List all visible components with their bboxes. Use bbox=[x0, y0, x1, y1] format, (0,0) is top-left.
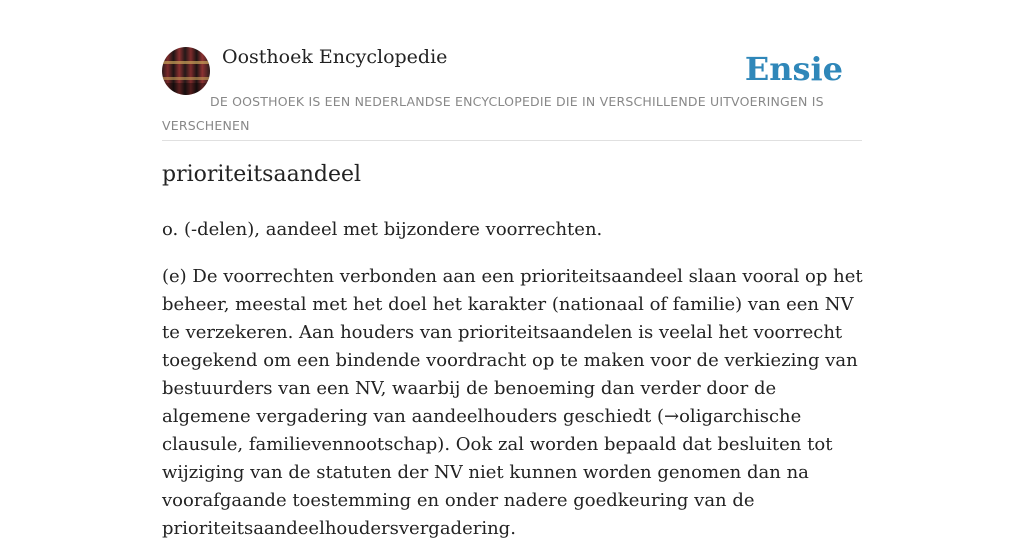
site-name-link[interactable]: Oosthoek Encyclopedie bbox=[222, 46, 448, 68]
site-tagline: DE OOSTHOEK IS EEN NEDERLANDSE ENCYCLOPEDIE DIE IN VERSCHILLENDE UITVOERINGEN IS VERSCHENEN bbox=[162, 94, 824, 133]
entry-definition: o. (-delen), aandeel met bijzondere voorrechten. bbox=[162, 219, 603, 240]
entry-body: (e) De voorrechten verbonden aan een prioriteitsaandeel slaan vooral op het beheer, meestal met het doel het karakter (nationaal of familie) van een NV te verzekeren. Aan houders van prioriteitsaandelen is veelal het voorrecht toegekend om een bindende voordracht op te maken voor de verkiezing van bestuurders van een NV, waarbij de benoeming dan verder door de algemene vergadering van aandeelhouders geschiedt (→oligarchische clausule, familievennootschap). Ook zal worden bepaald dat besluiten tot wijziging van de statuten der NV niet kunnen worden genomen dan na voorafgaande toestemming en onder nadere goedkeuring van de prioriteitsaandeelhoudersvergadering. bbox=[162, 266, 863, 539]
avatar-band-top bbox=[162, 61, 210, 64]
site-header bbox=[162, 0, 862, 141]
avatar-band-bottom bbox=[162, 77, 210, 80]
entry-title: prioriteitsaandeel bbox=[162, 162, 362, 187]
ensie-logo[interactable]: Ensie bbox=[744, 50, 843, 88]
page-container bbox=[162, 0, 863, 539]
books-avatar-icon[interactable] bbox=[162, 47, 210, 95]
